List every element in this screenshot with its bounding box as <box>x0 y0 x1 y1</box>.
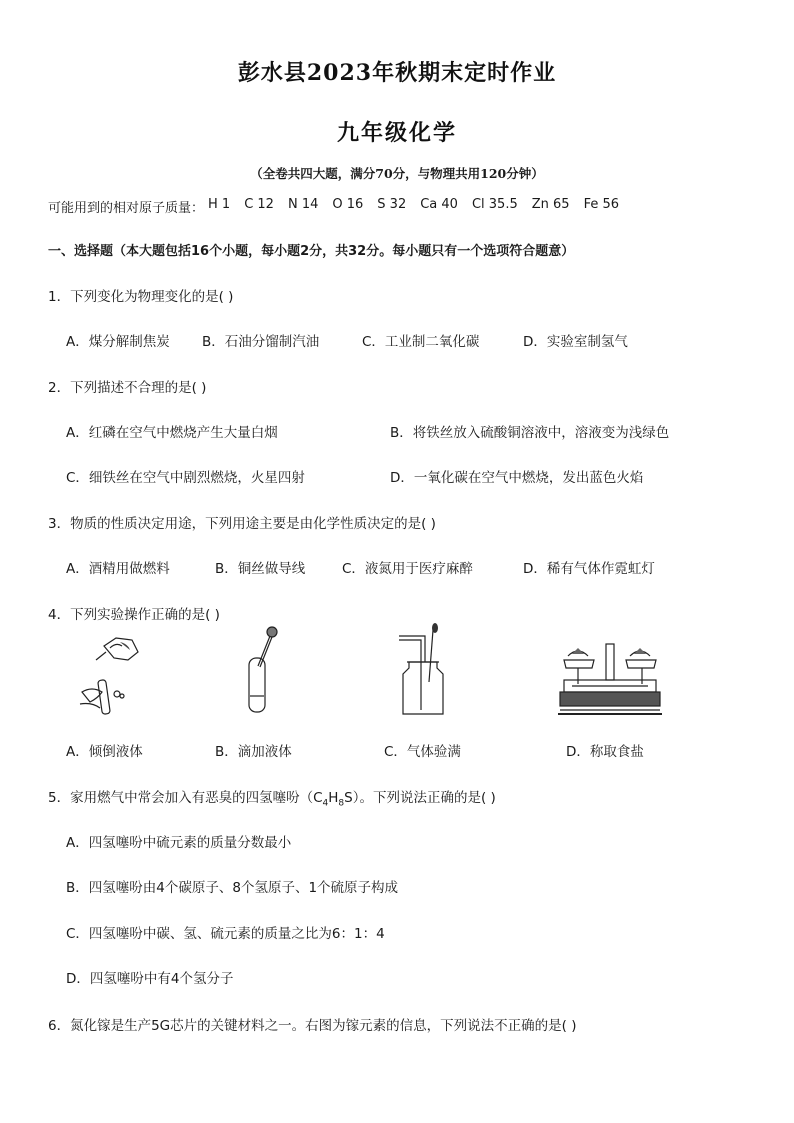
q1-option-a: A．煤分解制焦炭 <box>66 334 170 350</box>
q2-option-c: C．细铁丝在空气中剧烈燃烧，火星四射 <box>66 470 305 486</box>
q2-option-a: A．红磷在空气中燃烧产生大量白烟 <box>66 425 278 441</box>
q3-option-d: D．稀有气体作霓虹灯 <box>523 561 655 577</box>
atomic-mass-item: Ca 40 <box>420 197 458 212</box>
exam-note: （全卷共四大题，满分70分，与物理共用120分钟） <box>250 166 544 181</box>
q2-option-d: D．一氧化碳在空气中燃烧，发出蓝色火焰 <box>390 470 644 486</box>
q1-option-b: B．石油分馏制汽油 <box>202 334 320 350</box>
q5-stem-part: S）。下列说法正确的是( ) <box>344 790 496 806</box>
q1-option-c: C．工业制二氧化碳 <box>362 334 480 350</box>
gas-bottle-figure <box>395 622 453 718</box>
atomic-mass-item: N 14 <box>287 197 319 212</box>
exam-subtitle: 九年级化学 <box>336 120 457 146</box>
atomic-mass-item: C 12 <box>244 197 274 212</box>
atomic-masses-label: 可能用到的相对原子质量： <box>48 201 205 216</box>
dropper-figure <box>240 626 280 718</box>
q1-option-d: D．实验室制氢气 <box>523 334 628 350</box>
question-4-stem: 4．下列实验操作正确的是( ) <box>48 607 220 623</box>
q4-option-c: C．气体验满 <box>384 744 461 760</box>
q3-option-c: C．液氮用于医疗麻醉 <box>342 561 473 577</box>
q3-option-a: A．酒精用做燃料 <box>66 561 170 577</box>
atomic-mass-item: Fe 56 <box>583 197 620 212</box>
balance-figure <box>558 634 662 718</box>
question-6-stem: 6．氮化镓是生产5G芯片的关键材料之一。右图为镓元素的信息，下列说法不正确的是( ) <box>48 1018 577 1034</box>
question-1-stem: 1．下列变化为物理变化的是( ) <box>48 289 234 305</box>
q5-stem-part: 5．家用燃气中常会加入有恶臭的四氢噻吩（C <box>48 790 323 806</box>
question-5-stem <box>48 786 496 809</box>
q5-option-b: B．四氢噻吩由4个碳原子、8个氢原子、1个硫原子构成 <box>66 880 399 896</box>
q3-option-b: B．铜丝做导线 <box>215 561 306 577</box>
q4-option-d: D．称取食盐 <box>566 744 644 760</box>
q4-option-a: A．倾倒液体 <box>66 744 143 760</box>
section-heading: 一、选择题（本大题包括16个小题，每小题2分，共32分。每小题只有一个选项符合题意） <box>48 244 575 259</box>
q2-option-b: B．将铁丝放入硫酸铜溶液中，溶液变为浅绿色 <box>390 425 670 441</box>
q5-option-a: A．四氢噻吩中硫元素的质量分数最小 <box>66 835 292 851</box>
atomic-mass-item: Cl 35.5 <box>471 197 518 212</box>
exam-title: 彭水县2023年秋期末定时作业 <box>237 60 557 86</box>
pouring-liquid-figure <box>70 630 150 720</box>
atomic-mass-item: S 32 <box>377 197 407 212</box>
atomic-mass-item: O 16 <box>332 197 364 212</box>
atomic-masses-line <box>48 197 619 216</box>
q5-subscript: 4 <box>322 798 329 809</box>
atomic-mass-item: H 1 <box>208 197 231 212</box>
q5-option-d: D．四氢噻吩中有4个氢分子 <box>66 971 234 987</box>
atomic-mass-item: Zn 65 <box>531 197 570 212</box>
question-3-stem: 3．物质的性质决定用途，下列用途主要是由化学性质决定的是( ) <box>48 516 436 532</box>
q5-stem-part: H <box>328 790 339 806</box>
q5-option-c: C．四氢噻吩中碳、氢、硫元素的质量之比为6：1：4 <box>66 926 385 942</box>
question-2-stem: 2．下列描述不合理的是( ) <box>48 380 207 396</box>
q5-subscript: 8 <box>338 798 345 809</box>
q4-option-b: B．滴加液体 <box>215 744 292 760</box>
